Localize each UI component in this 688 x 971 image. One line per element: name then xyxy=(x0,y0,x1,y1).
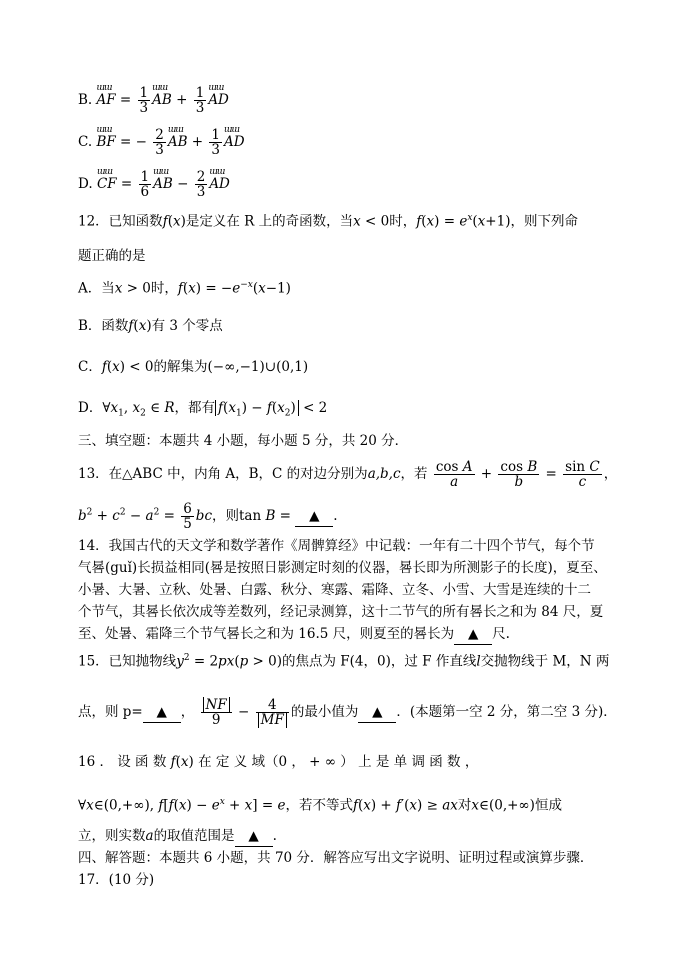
q17-heading: 17．(10 分) xyxy=(78,872,155,888)
q15-answer-blank-1[interactable]: ▲ xyxy=(143,702,181,723)
q16-line-3: 立，则实数a的取值范围是 ▲ . xyxy=(78,826,277,847)
q12-option-d: D．$\forall x_1$, $x_2$ ∈ R，都有 $f(x_1) - f(x_2) < 2$ xyxy=(78,400,328,419)
q14-line-1: 14．我国古代的天文学和数学著作《周髀算经》中记载：一年有二十四个节气，每个节 xyxy=(78,538,595,554)
q12-option-a: A．当x > 0时，$f(x) = -e^{-x}(x-1)$ xyxy=(78,280,291,297)
q12-option-c: C．f(x) < 0的解集为(−∞,−1)∪(0,1) xyxy=(78,359,309,375)
q16-answer-blank[interactable]: ▲ xyxy=(235,826,273,847)
section-3-heading: 三、填空题：本题共 4 小题，每小题 5 分，共 20 分． xyxy=(78,433,409,449)
section-4-heading: 四、解答题：本题共 6 小题，共 70 分．解答应写出文字说明、证明过程或演算步骤． xyxy=(78,850,594,866)
q12-stem-2: 题正确的是 xyxy=(78,248,146,264)
q14-line-5: 至、处暑、霜降三个节气晷长之和为 16.5 尺，则夏至的晷长为 ▲ 尺. xyxy=(78,624,510,645)
q14-line-3: 小暑、大暑、立秋、处暑、白露、秋分、寒露、霜降、立冬、小雪、大雪是连续的十二 xyxy=(78,582,591,598)
q14-line-2: 气晷(guǐ)长损益相同(晷是按照日影测定时刻的仪器，晷长即为所测影子的长度)，夏至、 xyxy=(78,560,607,576)
q13-line-1: 13．在△ABC 中，内角 A，B，C 的对边分别为a,b,c，若 $\frac{\text{cos A}}{a}$ + $\frac{\text{cos B}}{b}$ = $\frac{\text{sin C}}{c}$ ， xyxy=(78,459,618,490)
q12-option-b: B．函数f(x)有 3 个零点 xyxy=(78,318,223,334)
option-c: C. ɯɯ BF = − $\frac{2}{3}$ ɯɯ AB + $\frac{1}{3}$ ɯɯ AD xyxy=(78,128,245,157)
q15-line-1: 15．已知抛物线$y^2 = 2px(p > 0)$的焦点为 F(4，0)，过 F 作直线l交抛物线于 M，N 两 xyxy=(78,653,610,670)
q14-answer-blank[interactable]: ▲ xyxy=(454,624,492,645)
q16-line-2: ∀x∈(0,+∞), $f[f(x) - e^x + x] = e$，若不等式f(x) + f′(x) ≥ ax对x∈(0,+∞)恒成 xyxy=(78,797,562,814)
q15-answer-blank-2[interactable]: ▲ xyxy=(358,702,396,723)
q16-line-1: 16 ． 设 函 数 f(x) 在 定 义 域（0 ， + ∞ ） 上 是 单 调 函 数 ， xyxy=(78,754,479,770)
q13-line-2: $b^2 + c^2 - a^2$ = $\frac{6}{5}$ bc，则tan B = ▲ . xyxy=(78,501,338,532)
option-b: B. ɯɯ AF = $\frac{1}{3}$ ɯɯ AB + $\frac{1}{3}$ ɯɯ AD xyxy=(78,86,229,115)
q14-line-4: 个节气，其晷长依次成等差数列，经记录测算，这十二节气的所有晷长之和为 84 尺，夏 xyxy=(78,604,604,620)
vector-af: ɯɯ AF xyxy=(97,90,116,110)
option-d: D. ɯɯ CF = $\frac{1}{6}$ ɯɯ AB − $\frac{2}{3}$ ɯɯ AD xyxy=(78,170,230,199)
q12-stem: 12．已知函数f(x)是定义在 R 上的奇函数，当x < 0时，$f(x) = e^x(x+1)$，则下列命 xyxy=(78,213,578,230)
q15-line-2: 点，则 p= ▲ ， $\frac{NF}{9}$ − $\frac{4}{MF}$ 的最小值为 ▲ ．(本题第一空 2 分，第二空 3 分)． xyxy=(78,697,617,728)
q13-answer-blank[interactable]: ▲ xyxy=(295,506,333,527)
